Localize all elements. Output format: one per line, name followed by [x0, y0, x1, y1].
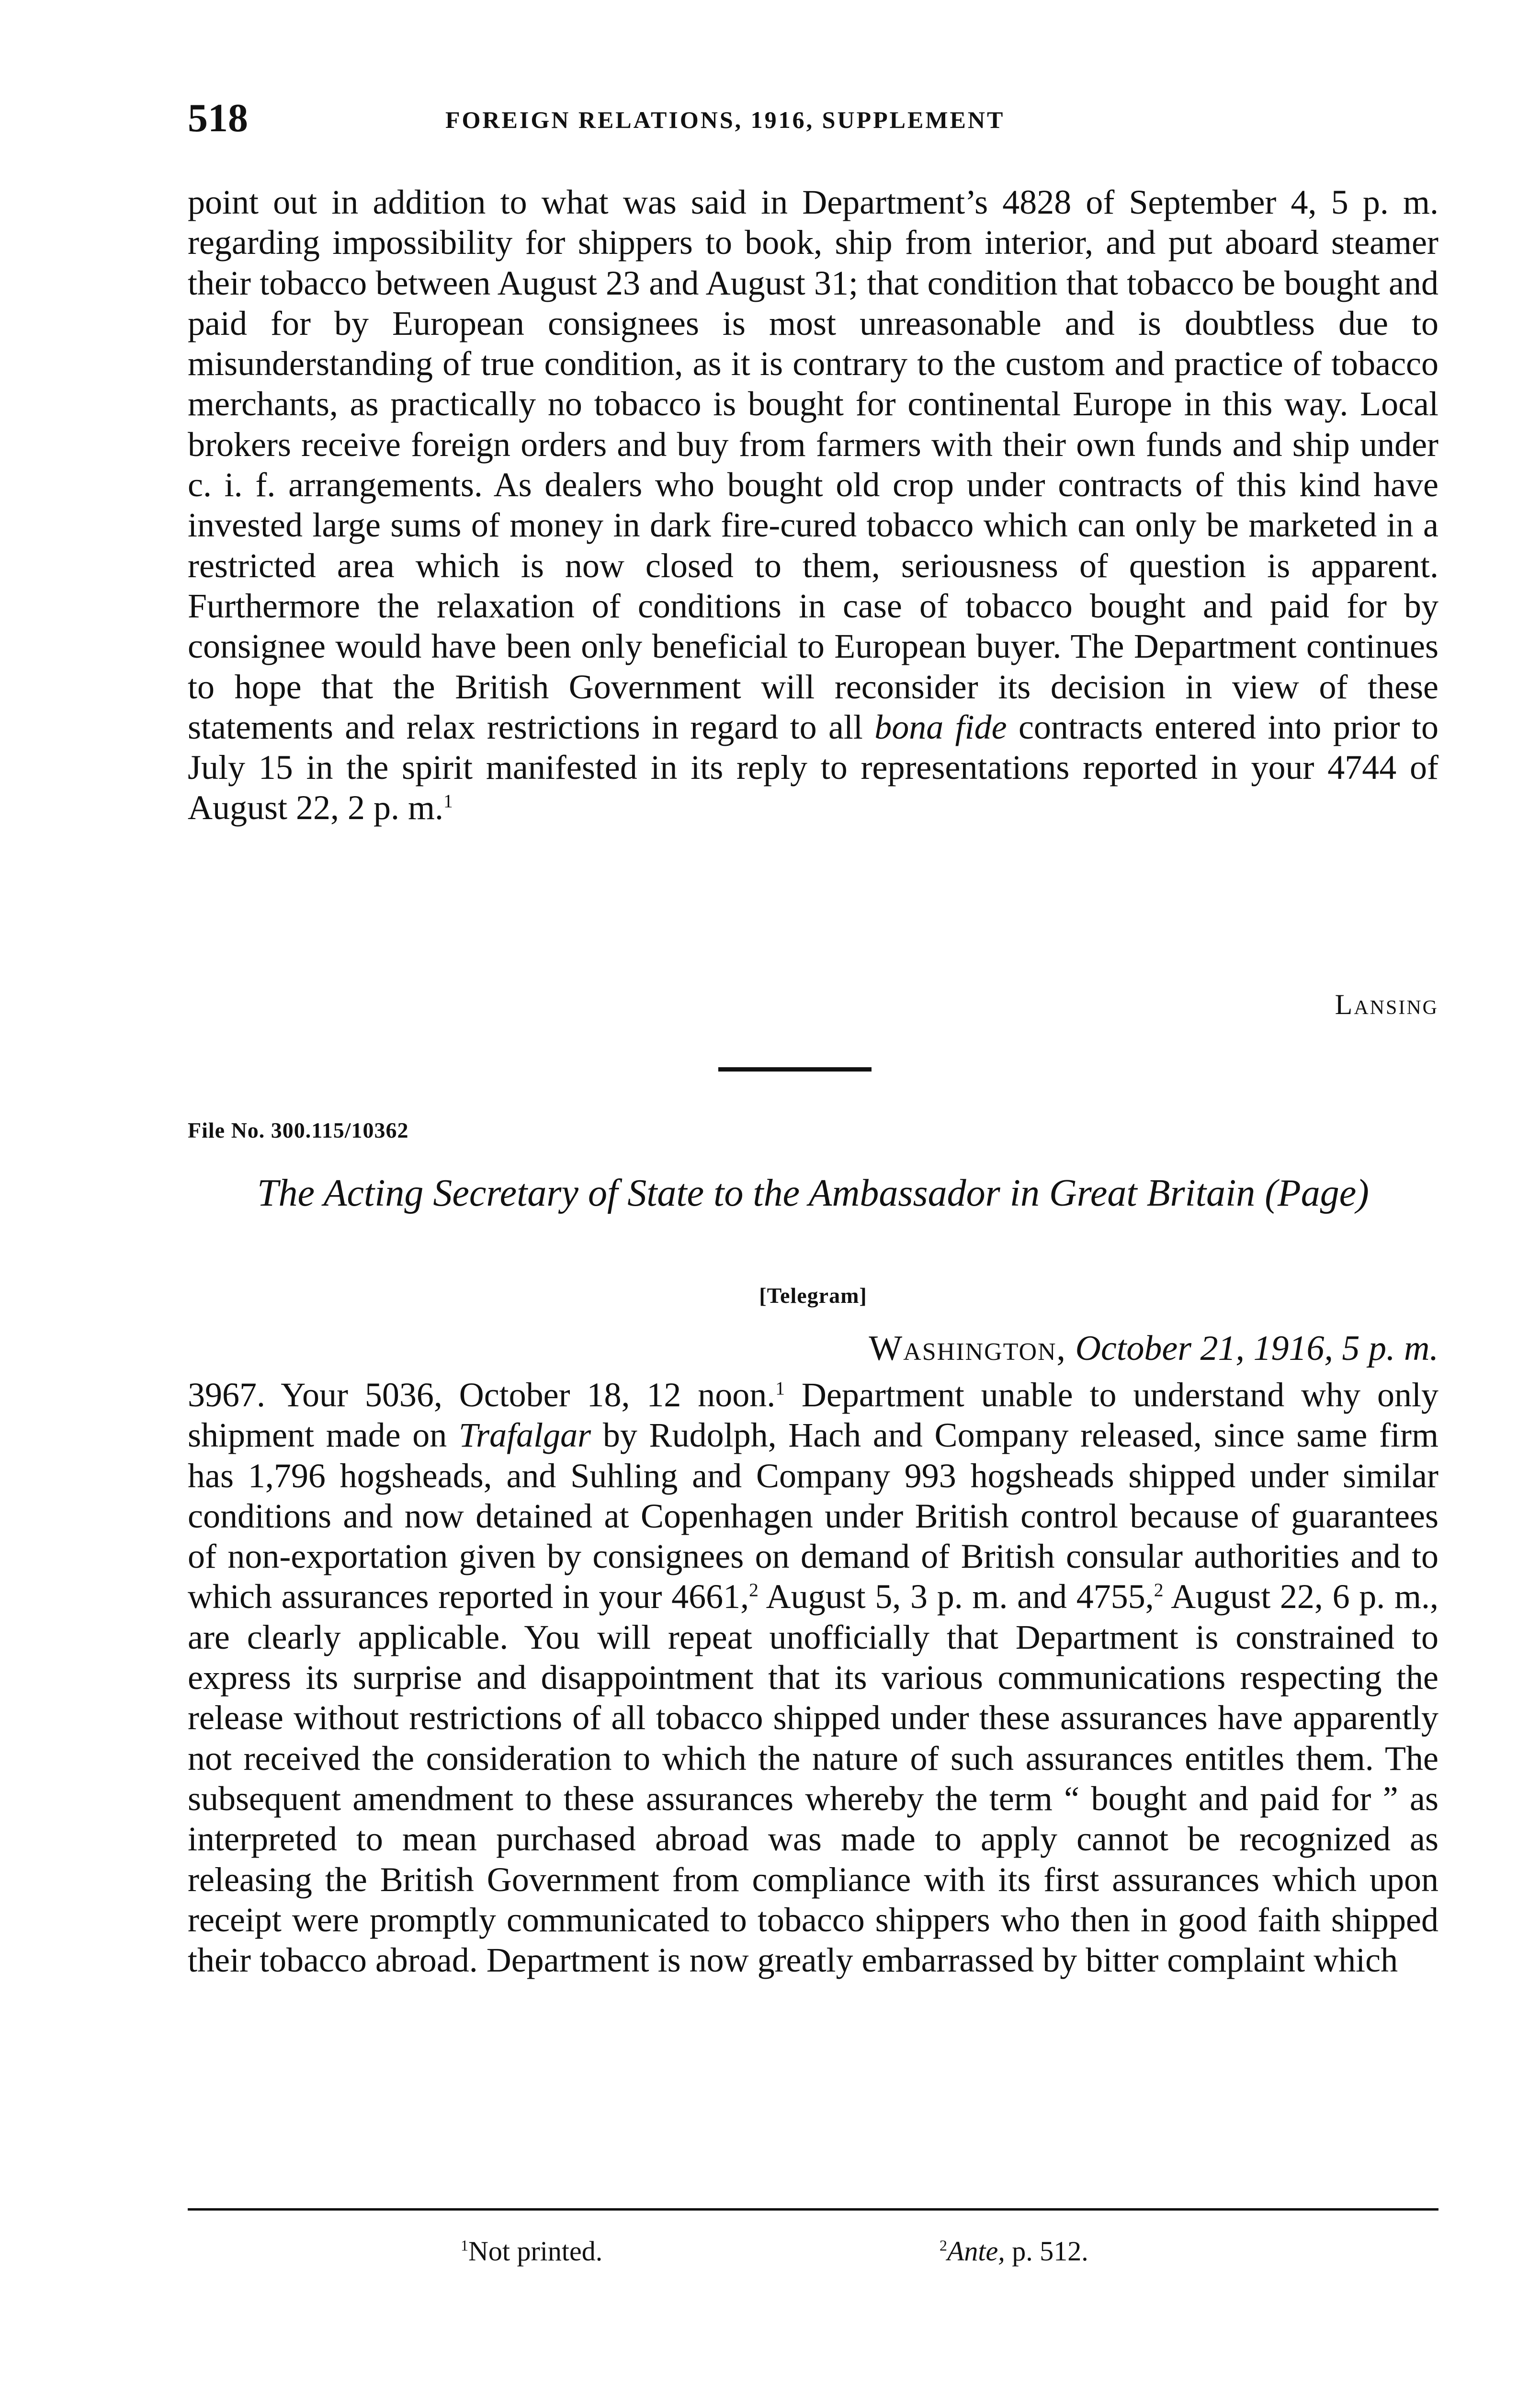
- footnote-ref: 1: [443, 790, 453, 812]
- document-type: [Telegram]: [759, 1283, 867, 1308]
- footnote-ref: 2: [1154, 1579, 1164, 1601]
- continuation-italic: bona fide: [874, 707, 1007, 746]
- footnote-ref: 2: [749, 1579, 759, 1601]
- telegram-body: [188, 1375, 1438, 1980]
- footnote-1-mark: 1: [461, 2237, 468, 2254]
- dateline: [869, 1327, 1438, 1370]
- footnote-2-mark: 2: [940, 2237, 947, 2254]
- telegram-text-2: Department unable to understand why only shipment made on: [188, 1376, 1438, 1455]
- telegram-text-4: August 5, 3 p. m. and 4755,: [758, 1577, 1154, 1616]
- footnote-rule: [188, 2208, 1438, 2211]
- telegram-text-1: 3967. Your 5036, October 18, 12 noon.: [188, 1376, 776, 1414]
- telegram-paragraph: [188, 1375, 1438, 1980]
- running-head: FOREIGN RELATIONS, 1916, SUPPLEMENT: [445, 106, 1005, 133]
- ship-name: Trafalgar: [459, 1416, 591, 1455]
- section-divider: [718, 1067, 872, 1072]
- footnote-2: [940, 2230, 1088, 2273]
- file-number: File No. 300.115/10362: [188, 1118, 409, 1142]
- footnote-1: [461, 2230, 602, 2273]
- signature: Lansing: [1335, 989, 1438, 1020]
- telegram-text-5: August 22, 6 p. m., are clearly applicable. You will repeat unofficially that Department is constrained to express its surprise and disappointment that its various communications respecting the release without restrictions of all tobacco shipped under these assurances have apparently not received the consideration to which the nature of such assurances entitles them. The subsequent amendment to these assurances whereby the term “ bought and paid for ” as interpreted to mean purchased abroad was made to apply cannot be recognized as releasing the British Government from compliance with its first assurances which upon receipt were promptly communicated to tobacco shippers who then in good faith shipped their tobacco abroad. Department is now greatly embarrassed by bitter complaint which: [188, 1577, 1438, 1980]
- page-number: 518: [188, 96, 248, 140]
- document-title: The Acting Secretary of State to the Ambassador in Great Britain (Page): [257, 1172, 1369, 1214]
- dateline-place: Washington,: [869, 1329, 1067, 1368]
- continuation-paragraph: [188, 182, 1438, 828]
- page-header: [188, 92, 1195, 145]
- dateline-date: October 21, 1916, 5 p. m.: [1075, 1329, 1438, 1368]
- telegram-text-3: by Rudolph, Hach and Company released, since same firm has 1,796 hogsheads, and Suhling and Company 993 hogsheads shipped under similar conditions and now detained at Copenhagen under British control because of guarantees of non-exportation given by consignees on demand of British consular authorities and to which assurances reported in your 4661,: [188, 1416, 1439, 1616]
- footnotes: [188, 2230, 1438, 2273]
- footnote-2-text: p. 512.: [1005, 2235, 1088, 2267]
- continuation-text: point out in addition to what was said in Department’s 4828 of September 4, 5 p. m. regarding impossibility for shippers to book, ship from interior, and put aboard steamer their tobacco between August 23 and August 31; that condition that tobacco be bought and paid for by European consignees is most unreasonable and is doubtless due to misunderstanding of true condition, as it is contrary to the custom and practice of tobacco merchants, as practically no tobacco is bought for continental Europe in this way. Local brokers receive foreign orders and buy from farmers with their own funds and ship under c. i. f. arrangements. As dealers who bought old crop under contracts of this kind have invested large sums of money in dark fire-cured tobacco which can only be marketed in a restricted area which is now closed to them, seriousness of question is apparent. Furthermore the relaxation of conditions in case of tobacco bought and paid for by consignee would have been only beneficial to European buyer. The Department continues to hope that the British Government will reconsider its decision in view of these statements and relax restrictions in regard to all: [188, 183, 1438, 746]
- continuation-block: [188, 182, 1438, 828]
- continuation-text-after: contracts entered into prior to July 15 in the spirit manifested in its reply to representations reported in your 4744 of August 22, 2 p. m.: [188, 707, 1438, 827]
- footnote-2-italic: Ante,: [947, 2235, 1005, 2267]
- footnote-1-text: Not printed.: [468, 2235, 603, 2267]
- footnote-ref: 1: [775, 1378, 785, 1399]
